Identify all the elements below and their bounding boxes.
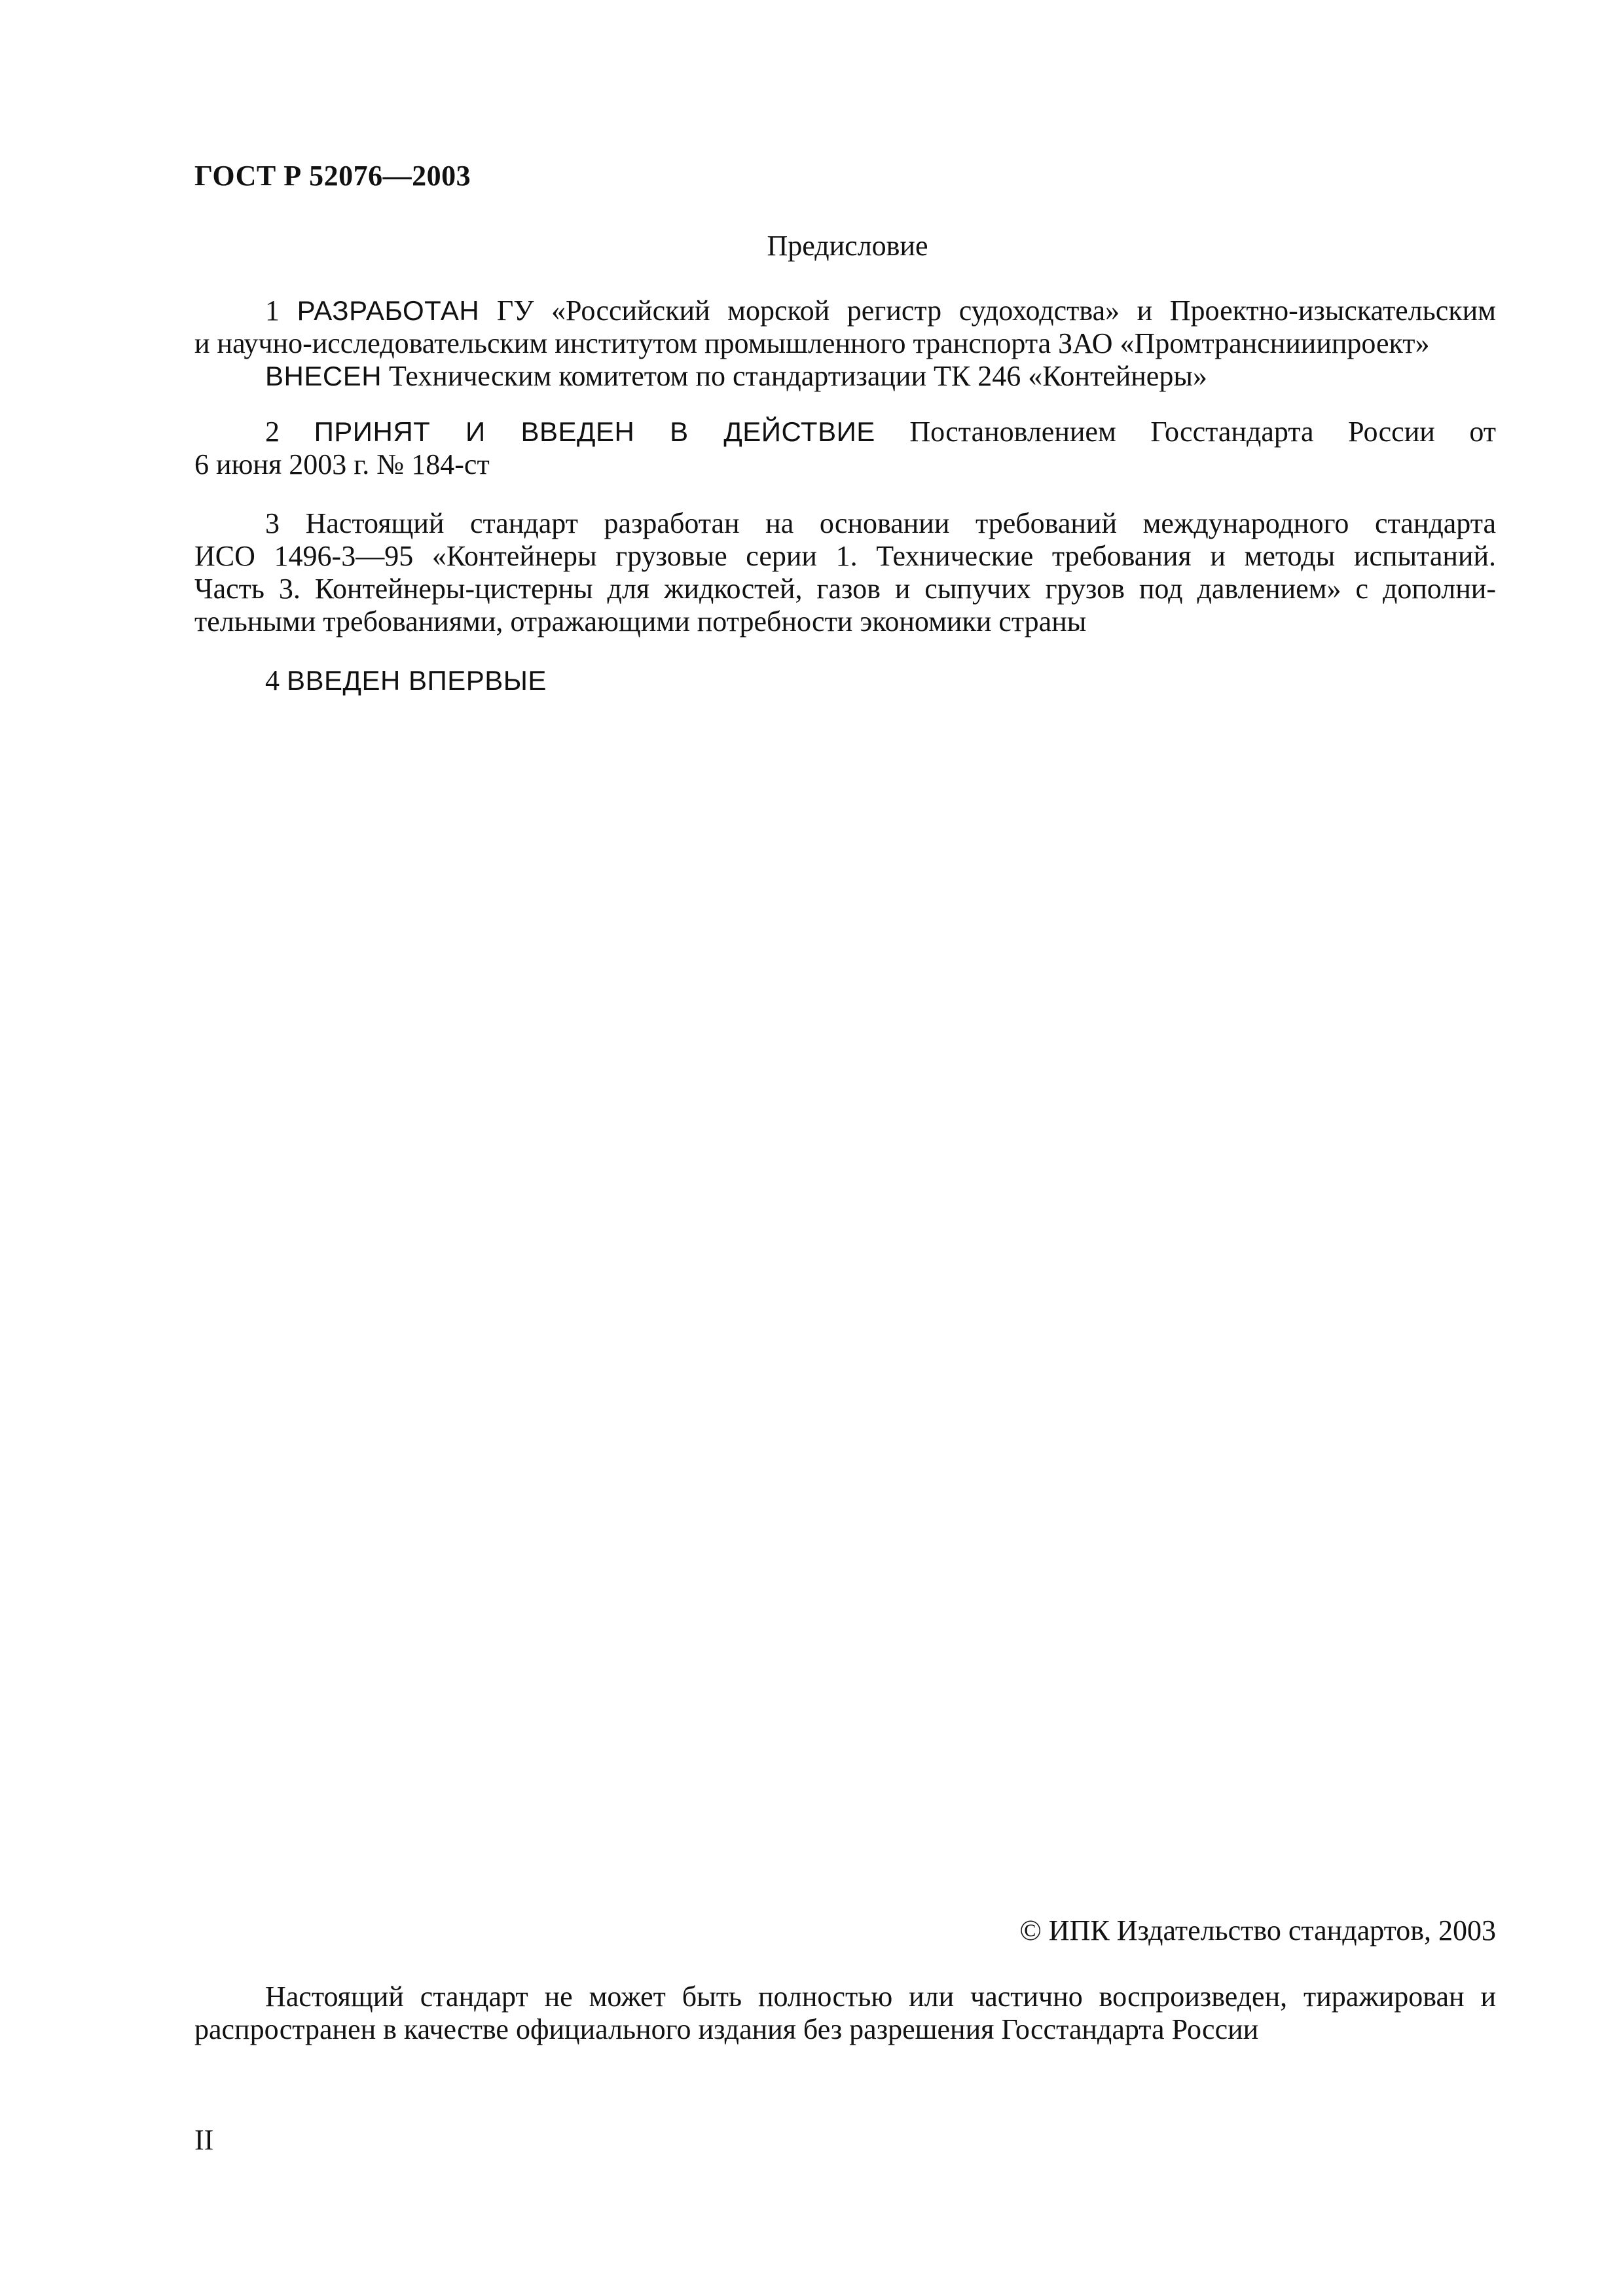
item-2-line-1	[194, 416, 1496, 448]
item-1-line-2: и научно-исследовательским институтом промышленного транспорта ЗАО «Промтранснииипроект»	[194, 327, 1430, 359]
notice-line-2: распространен в качестве официального издания без разрешения Госстандарта России	[194, 2013, 1259, 2045]
item-3-line-1	[194, 507, 1496, 540]
item-lead-caps: ВВЕДЕН ВПЕРВЫЕ	[287, 665, 547, 696]
item-number: 3	[265, 507, 280, 539]
page-number: II	[194, 2124, 214, 2156]
foreword-title: Предисловие	[767, 230, 928, 262]
item-number: 1	[265, 295, 280, 327]
item-number: 2	[265, 416, 280, 448]
foreword-item-1	[194, 295, 1496, 393]
item-sub-caps: ВНЕСЕН	[265, 361, 382, 391]
notice-line-1: Настоящий стандарт не может быть полностью или частично воспроизведен, тиражирован и	[265, 1981, 1496, 2013]
item-1-subline	[194, 360, 1496, 393]
foreword-item-4	[194, 664, 1496, 697]
item-lead-caps: РАЗРАБОТАН	[297, 295, 480, 326]
item-2-line-2: 6 июня 2003 г. № 184-ст	[194, 448, 490, 480]
item-4-line-1	[194, 664, 1496, 697]
item-3-line-2: ИСО 1496-3—95 «Контейнеры грузовые серии 1. Технические требования и методы испытаний.	[194, 540, 1496, 572]
item-1-line-1	[194, 295, 1496, 327]
foreword-item-2	[194, 416, 1496, 481]
reproduction-notice	[194, 1981, 1496, 2046]
item-text: ГУ «Российский морской регистр судоходства» и Проектно-изыскательским	[496, 295, 1496, 327]
item-3-line-3: Часть 3. Контейнеры-цистерны для жидкостей, газов и сыпучих грузов под давлением» с дополни-	[194, 573, 1496, 605]
item-sub-text: Техническим комитетом по стандартизации ТК 246 «Контейнеры»	[389, 360, 1207, 392]
item-lead-caps: ПРИНЯТ И ВВЕДЕН В ДЕЙСТВИЕ	[314, 416, 875, 447]
item-text: Настоящий стандарт разработан на основании требований международного стандарта	[305, 507, 1496, 539]
item-number: 4	[265, 664, 280, 696]
item-3-line-4: тельными требованиями, отражающими потребности экономики страны	[194, 605, 1087, 637]
document-code: ГОСТ Р 52076—2003	[194, 160, 471, 192]
copyright-line: © ИПК Издательство стандартов, 2003	[1019, 1914, 1496, 1946]
item-text: Постановлением Госстандарта России от	[909, 416, 1496, 448]
foreword-item-3	[194, 507, 1496, 638]
